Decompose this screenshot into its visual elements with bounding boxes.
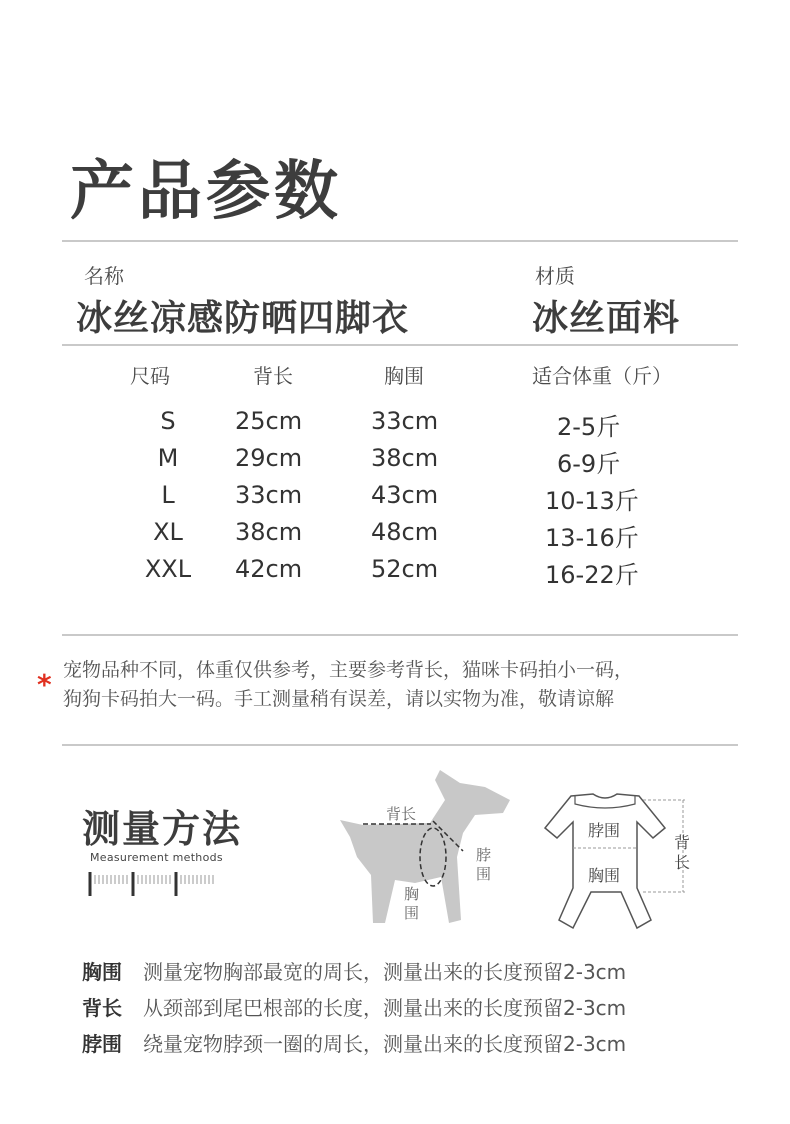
definition-term: 背长 [82,996,122,1020]
name-value: 冰丝凉感防晒四脚衣 [76,298,410,339]
cell-chest: 43cm [371,481,439,509]
divider [62,240,738,242]
garment-label-back: 背长 [674,833,691,872]
cell-chest: 33cm [371,407,439,435]
cell-weight: 2-5斤 [557,413,621,441]
cell-size: S [160,407,176,435]
definition-text: 测量宠物胸部最宽的周长，测量出来的长度预留2-3cm [143,960,627,984]
definition-term: 脖围 [82,1032,122,1056]
cell-back-length: 42cm [235,555,303,583]
divider [62,344,738,346]
cell-back-length: 29cm [235,444,303,472]
ruler-icon [88,870,218,900]
note-line-2: 狗狗卡码拍大一码。手工测量稍有误差，请以实物为准，敬请谅解 [63,688,615,710]
garment-label-chest: 胸围 [588,866,621,885]
cell-size: M [157,444,179,472]
cell-chest: 38cm [371,444,439,472]
header-chest: 胸围 [384,364,424,388]
definition-text: 从颈部到尾巴根部的长度，测量出来的长度预留2-3cm [143,996,627,1020]
cell-weight: 10-13斤 [545,487,639,515]
header-size: 尺码 [130,364,170,388]
cell-chest: 52cm [371,555,439,583]
divider [62,744,738,746]
cell-weight: 13-16斤 [545,524,639,552]
note-line-1: 宠物品种不同，体重仅供参考，主要参考背长，猫咪卡码拍小一码， [63,659,634,681]
cell-size: XL [153,518,183,546]
garment-outline [545,794,665,928]
name-label: 名称 [84,264,124,288]
definition-text: 绕量宠物脖颈一圈的周长，测量出来的长度预留2-3cm [143,1032,627,1056]
header-weight: 适合体重（斤） [532,364,672,388]
cell-size: XXL [144,555,192,583]
cell-back-length: 25cm [235,407,303,435]
asterisk-icon: * [37,668,52,701]
header-back-length: 背长 [253,364,293,388]
dog-label-neck: 脖围 [476,846,492,883]
cell-size: L [161,481,175,509]
measure-title: 测量方法 [82,807,243,851]
dog-label-back: 背长 [386,805,417,823]
material-label: 材质 [535,264,575,288]
cell-weight: 16-22斤 [545,561,639,589]
divider [62,634,738,636]
material-value: 冰丝面料 [532,298,681,339]
definition-term: 胸围 [82,960,122,984]
cell-weight: 6-9斤 [557,450,621,478]
measure-subtitle: Measurement methods [90,851,223,864]
cell-back-length: 38cm [235,518,303,546]
garment-label-neck: 脖围 [588,821,621,840]
dog-label-chest: 胸围 [404,885,420,922]
cell-back-length: 33cm [235,481,303,509]
cell-chest: 48cm [371,518,439,546]
page-title: 产品参数 [70,155,342,229]
